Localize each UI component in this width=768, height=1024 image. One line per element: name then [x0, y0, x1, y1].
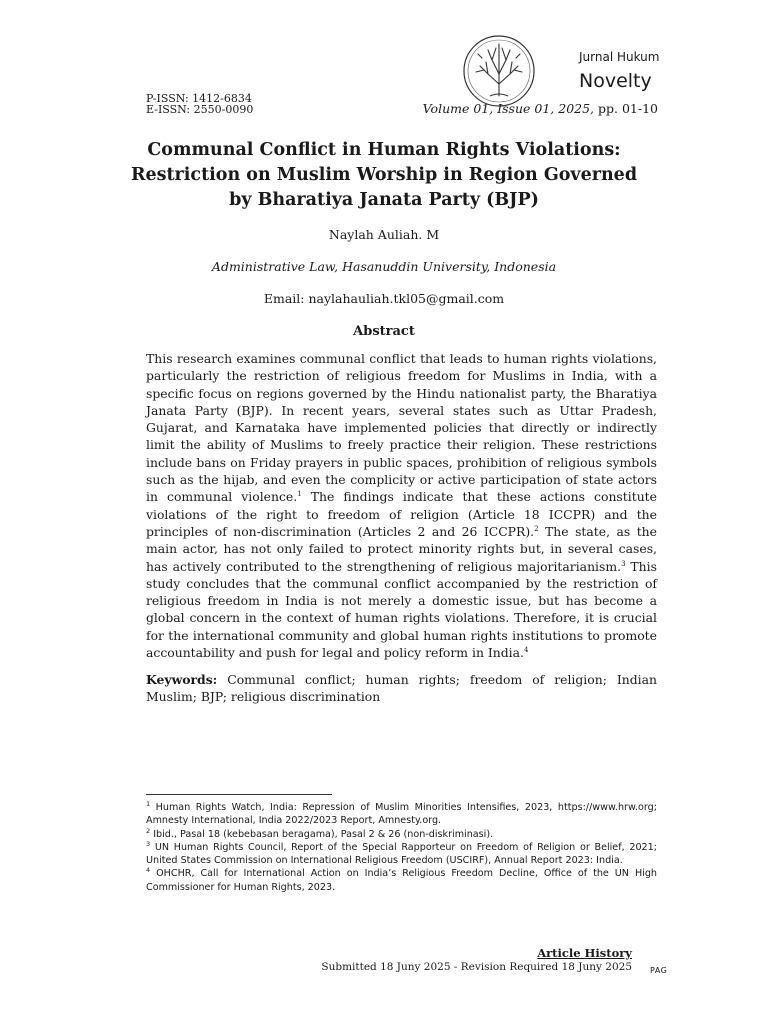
author-name: Naylah Auliah. M — [328, 227, 440, 242]
article-history-text: Submitted 18 Juny 2025 - Revision Required 18 Juny 2025 — [321, 961, 632, 973]
journal-name-line1: Jurnal Hukum — [579, 50, 660, 64]
page-range: pp. 01-10 — [594, 101, 658, 116]
footnote-2 — [146, 828, 657, 841]
footnote-4 — [146, 867, 657, 894]
abstract-text-1: This research examines communal conflict that leads to human rights violations, particularly the restriction of religious freedom for Muslims in India, with a specific focus on regions governed by the Hindu nationalist party, the Bharatiya Janata Party (BJP). In recent years, several states such as Uttar Pradesh, Gujarat, and Karnataka have implemented policies that directly or indirectly limit the ability of Muslims to freely practice their religion. These restrictions include bans on Friday prayers in public spaces, prohibition of religious symbols such as the hijab, and even the complicity or active participation of state actors in communal violence. — [146, 351, 657, 505]
p-issn: P-ISSN: 1412-6834 — [146, 92, 252, 105]
page-label: PAG — [650, 966, 668, 975]
footnote-ref-3[interactable]: 3 — [621, 559, 626, 568]
footnote-3 — [146, 841, 657, 868]
volume-issue: Volume 01, Issue 01, 2025, — [422, 101, 595, 116]
footnote-text: Human Rights Watch, India: Repression of Muslim Minorities Intensifies, 2023, https://www.hrw.org; Amnesty International, India 2022/2023 Report, Amnesty.org. — [146, 802, 657, 827]
footnote-1 — [146, 801, 657, 828]
abstract-text-3: The state, as the main actor, has not only failed to protect minority rights but, in several cases, has actively contributed to the strengthening of religious majoritarianism. — [146, 523, 657, 574]
footnote-text: OHCHR, Call for International Action on India’s Religious Freedom Decline, Office of the UN High Commissioner for Human Rights, 2023. — [146, 868, 657, 893]
footnote-number: 2 — [146, 826, 151, 835]
tree-seal-icon — [462, 34, 536, 108]
footnote-ref-2[interactable]: 2 — [534, 524, 539, 533]
footnote-text: UN Human Rights Council, Report of the Special Rapporteur on Freedom of Religion or Belief, 2021; United States Commission on International Religious Freedom (USCIRF), Annual Report 2023: India. — [146, 841, 657, 867]
abstract-text-4: This study concludes that the communal conflict accompanied by the restriction of religious freedom in India is not merely a domestic issue, but has become a global concern in the context of human rights violations. Therefore, it is crucial for the international community and global human rights institutions to promote accountability and push for legal and policy reform in India. — [146, 558, 657, 661]
volume-info — [423, 101, 658, 116]
footnote-number: 1 — [146, 799, 151, 808]
keywords-text: Communal conflict; human rights; freedom of religion; Indian Muslim; BJP; religious discrimination — [146, 672, 657, 705]
footnote-ref-1[interactable]: 1 — [297, 490, 302, 499]
footnotes — [146, 801, 657, 894]
footnote-text: Ibid., Pasal 18 (kebebasan beragama), Pasal 2 & 26 (non-diskriminasi). — [150, 828, 494, 840]
footnote-ref-4[interactable]: 4 — [523, 645, 529, 654]
abstract-text-2: The findings indicate that these actions constitute violations of the right to freedom of religion (Article 18 ICCPR) and the principles of non-discrimination (Articles 2 and 26 ICCPR). — [146, 489, 657, 539]
footnote-divider — [146, 794, 332, 795]
journal-name-line2: Novelty — [579, 70, 652, 92]
abstract-body — [146, 350, 657, 661]
abstract-heading: Abstract — [353, 324, 415, 339]
author-affiliation: Administrative Law, Hasanuddin University, Indonesia — [211, 259, 557, 274]
author-email: Email: naylahauliah.tkl05@gmail.com — [263, 291, 505, 306]
footnote-number: 4 — [146, 866, 151, 875]
keywords-label: Keywords: — [146, 672, 218, 687]
article-history-heading: Article History — [537, 946, 632, 960]
footnote-number: 3 — [146, 839, 151, 848]
keywords — [146, 671, 657, 706]
article-title: Communal Conflict in Human Rights Violations: Restriction on Muslim Worship in Region Governed by Bharatiya Janata Party (BJP) — [130, 140, 638, 210]
e-issn: E-ISSN: 2550-0090 — [146, 103, 254, 116]
